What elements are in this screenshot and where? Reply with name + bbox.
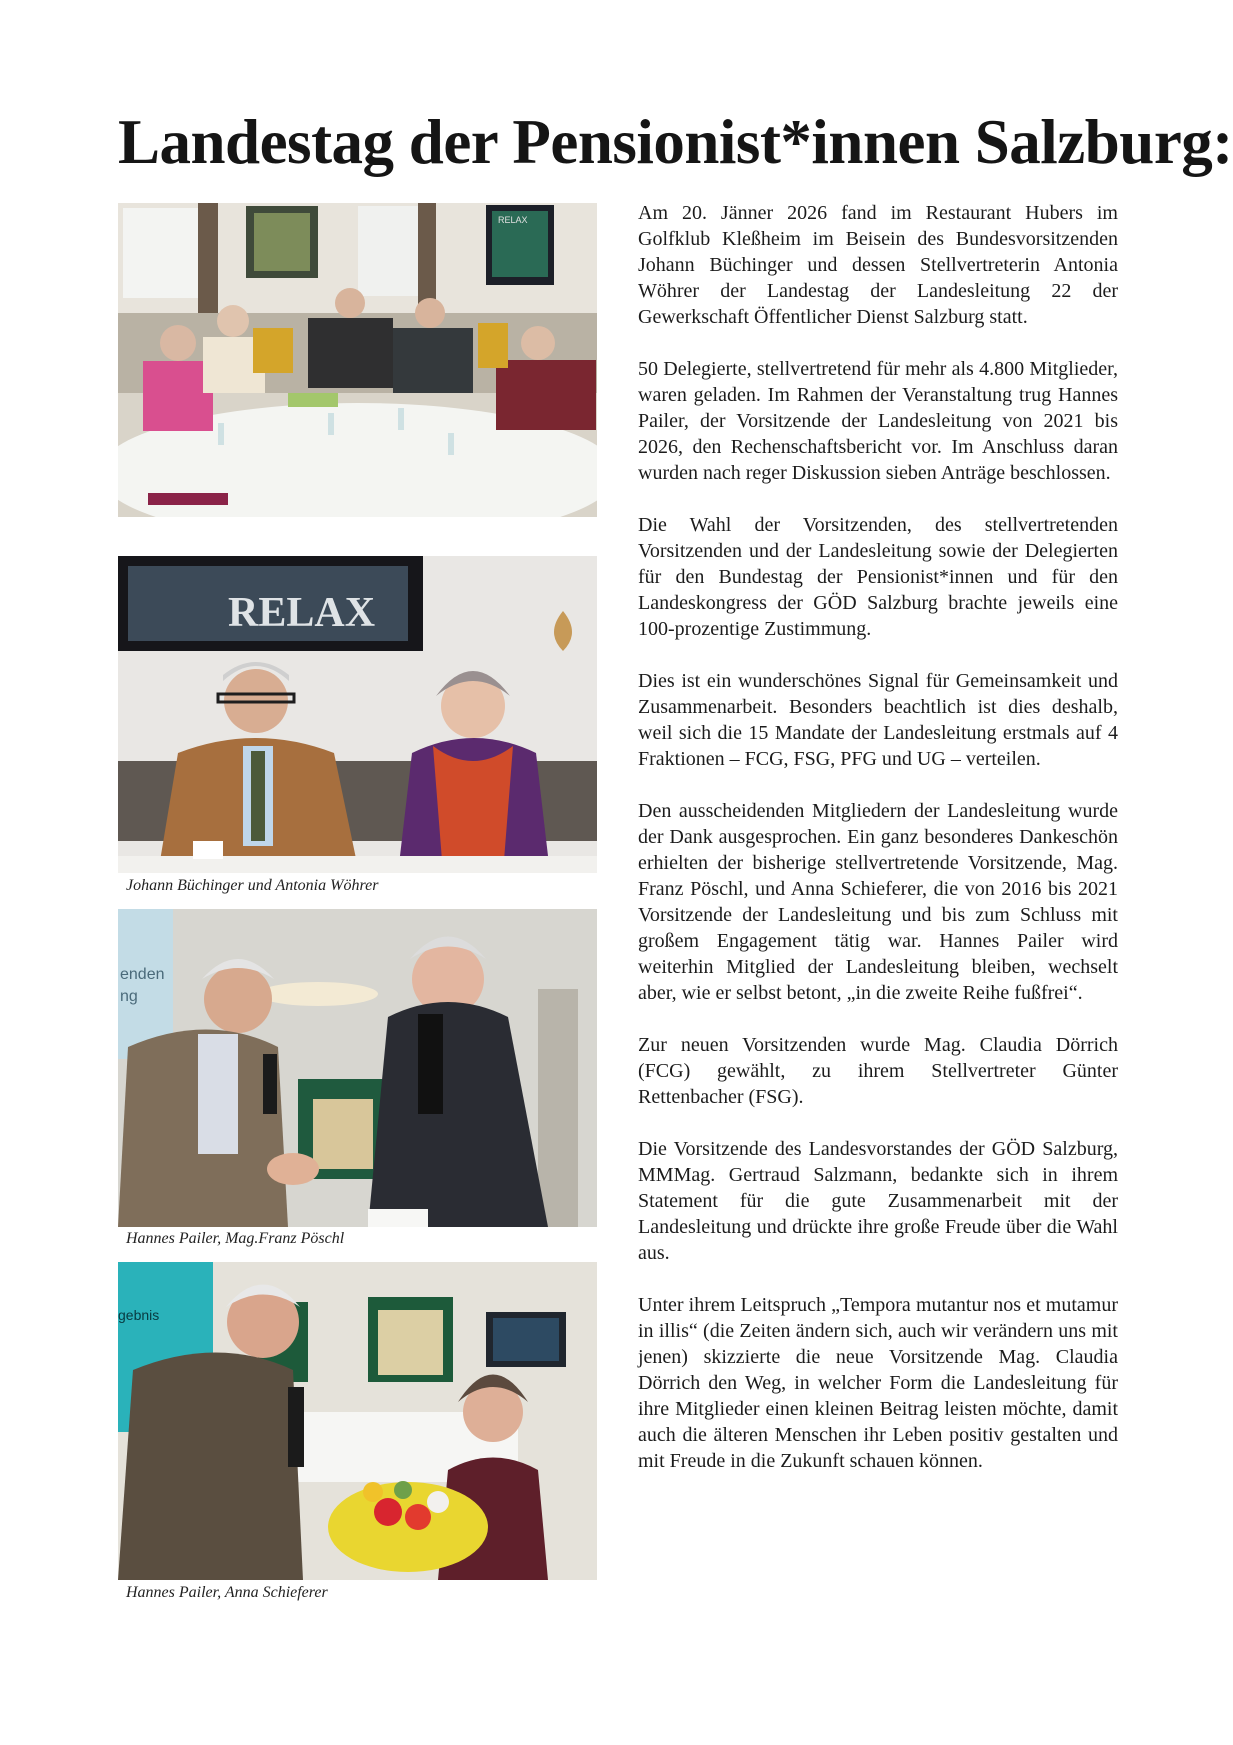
article-paragraph: Am 20. Jänner 2026 fand im Restaurant Hubers im Golfklub Kleßheim im Beisein des Bundesvorsitzenden Johann Büchinger und dessen Stellvertreterin Antonia Wöhrer der Landestag der Landesleitung 22 der Gewerkschaft Öffentlicher Dienst Salzburg statt.: [638, 202, 1118, 328]
article-paragraph: Unter ihrem Leitspruch „Tempora mutantur nos et mutamur in illis“ (die Zeiten ändern sich, auch wir verändern uns mit jenen) skizzierte die neue Vorsitzende Mag. Claudia Dörrich den Weg, in welcher Form die Landesleitung für ihre Mitglieder einen kleinen Beitrag leisten möchte, damit auch die älteren Menschen ihr Leben positiv gestalten und mit Freude in die Zukunft schauen können.: [638, 1294, 1118, 1472]
photo-pailer-schieferer: [118, 1262, 597, 1580]
article-paragraph: Dies ist ein wunderschönes Signal für Gemeinsamkeit und Zusammenarbeit. Besonders beachtlich ist dies deshalb, weil sich die 15 Mandate der Landesleitung erstmals auf 4 Fraktionen – FCG, FSG, PFG und UG – verteilen.: [638, 670, 1118, 770]
article-paragraph: Die Vorsitzende des Landesvorstandes der GÖD Salzburg, MMMag. Gertraud Salzmann, bedankte sich in ihrem Statement für die gute Zusammenarbeit mit der Landesleitung und drückte ihre große Freude über die Wahl aus.: [638, 1138, 1118, 1264]
photo-buechinger-woehrer: [118, 556, 597, 873]
page-title: Landestag der Pensionist*innen Salzburg:: [118, 107, 1233, 177]
photo-caption: Johann Büchinger und Antonia Wöhrer: [126, 877, 379, 894]
article-paragraph: Zur neuen Vorsitzenden wurde Mag. Claudia Dörrich (FCG) gewählt, zu ihrem Stellvertreter Günter Rettenbacher (FSG).: [638, 1034, 1118, 1108]
article-paragraph: Die Wahl der Vorsitzenden, des stellvertretenden Vorsitzenden und der Landesleitung sowie der Delegierten für den Bundestag der Pensionist*innen und für den Landeskongress der GÖD Salzburg brachte jeweils eine 100-prozentige Zustimmung.: [638, 514, 1118, 640]
relax-sign-text: RELAX: [498, 215, 528, 225]
photo-caption: Hannes Pailer, Mag.Franz Pöschl: [126, 1230, 345, 1247]
article-body: [638, 200, 1118, 1500]
photo-pailer-poeschl: [118, 909, 597, 1227]
photo-delegates-meeting: [118, 203, 597, 517]
photo-caption: Hannes Pailer, Anna Schieferer: [126, 1584, 328, 1601]
relax-artwork-text: RELAX: [228, 590, 376, 636]
article-paragraph: Den ausscheidenden Mitgliedern der Landesleitung wurde der Dank ausgesprochen. Ein ganz besonderes Dankeschön erhielten der bisherige stellvertretende Vorsitzende, Mag. Franz Pöschl, und Anna Schieferer, die von 2016 bis 2021 Vorsitzende der Landesleitung und bis zum Schluss mit großem Engagement tätig war. Hannes Pailer wird weiterhin Mitglied der Landesleitung bleiben, wechselt aber, wie er selbst betont, „in die zweite Reihe fußfrei“.: [638, 800, 1118, 1004]
screen-text: enden: [120, 966, 165, 983]
article-paragraph: 50 Delegierte, stellvertretend für mehr als 4.800 Mitglieder, waren geladen. Im Rahmen der Veranstaltung trug Hannes Pailer, der Vorsitzende der Landesleitung von 2021 bis 2026, den Rechenschaftsbericht vor. Im Anschluss daran wurden nach reger Diskussion sieben Anträge beschlossen.: [638, 358, 1118, 484]
screen-text: gebnis: [118, 1307, 160, 1323]
screen-text: ng: [120, 988, 138, 1005]
